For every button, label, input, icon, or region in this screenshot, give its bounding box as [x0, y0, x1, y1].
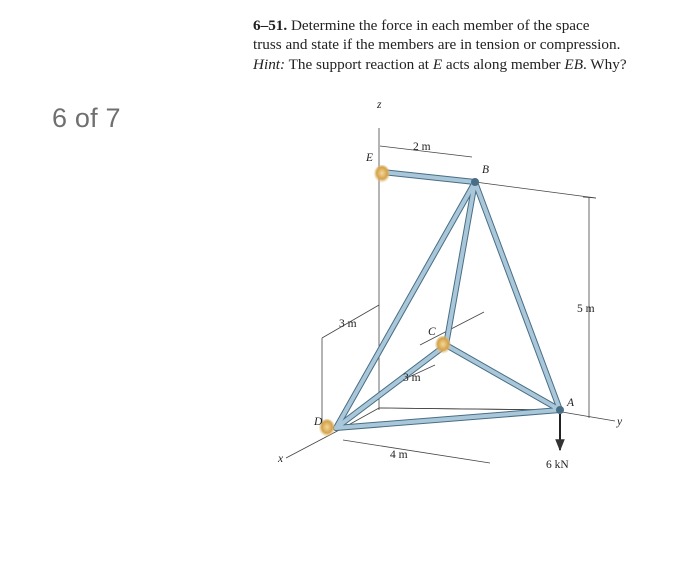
- x-axis-line: [286, 428, 343, 458]
- hint-text-b: acts along member: [445, 55, 561, 73]
- truss-members: [336, 172, 560, 428]
- dim-5m-tick-top: [583, 197, 596, 198]
- y-axis-line: [562, 412, 615, 421]
- load-label: 6 kN: [546, 459, 569, 471]
- problem-line-2: truss and state if the members are in tension or compression.: [253, 36, 621, 54]
- dim-4m-line: [343, 440, 490, 463]
- dim-3m-c-label: 3 m: [403, 372, 421, 384]
- hint-text-c: . Why?: [582, 55, 627, 73]
- dim-4m-label: 4 m: [390, 449, 408, 461]
- joint-c-label: C: [428, 326, 436, 338]
- member-ca: [446, 345, 560, 410]
- dim-2m-label: 2 m: [413, 141, 431, 153]
- axis-y-label: y: [617, 416, 623, 428]
- b-projection-line: [475, 182, 596, 198]
- hint-joint-e: E: [432, 55, 443, 73]
- joint-a-label: A: [567, 397, 575, 409]
- joint-d-label: D: [314, 416, 323, 428]
- problem-number: 6–51.: [253, 17, 288, 34]
- member-ba: [475, 182, 560, 410]
- problem-line-1-text: Determine the force in each member of the space: [290, 17, 590, 34]
- dim-3m-d-label: 3 m: [339, 318, 357, 330]
- figure-labels: [277, 99, 623, 471]
- hint-text-a: The support reaction at: [288, 55, 430, 73]
- support-e: [374, 165, 390, 183]
- hint-label: Hint:: [253, 55, 286, 73]
- dim-5m-label: 5 m: [577, 303, 595, 315]
- member-da: [336, 410, 560, 428]
- hint-member-eb: EB: [564, 55, 583, 73]
- support-c: [435, 336, 451, 354]
- page-counter: 6 of 7: [52, 103, 121, 133]
- joint-e-label: E: [366, 152, 374, 164]
- axis-z-label: z: [377, 99, 382, 111]
- member-eb: [382, 172, 475, 182]
- axis-x-label: x: [278, 453, 284, 465]
- joint-b-label: B: [482, 164, 490, 176]
- member-cd: [336, 345, 446, 428]
